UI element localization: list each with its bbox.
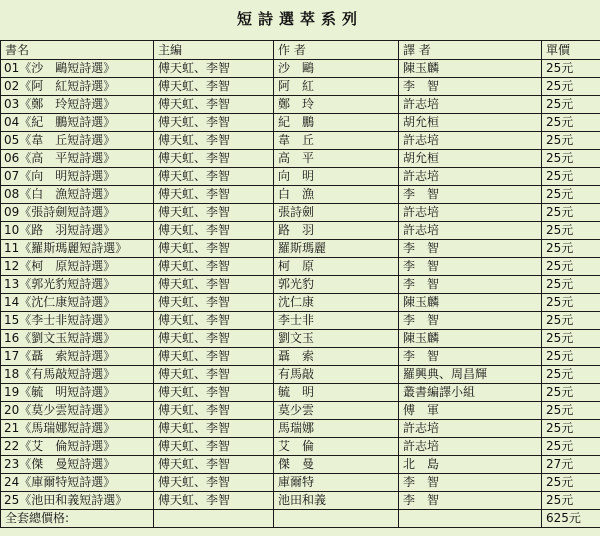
- book-title-cell[interactable]: 06《高 平短詩選》: [1, 150, 154, 168]
- translator-cell[interactable]: 胡允桓: [399, 150, 542, 168]
- price-cell[interactable]: 25元: [542, 348, 600, 366]
- editor-cell[interactable]: 傅天虹、李智: [154, 96, 274, 114]
- price-cell[interactable]: 25元: [542, 258, 600, 276]
- editor-cell[interactable]: 傅天虹、李智: [154, 276, 274, 294]
- translator-cell[interactable]: 陳玉麟: [399, 294, 542, 312]
- price-cell[interactable]: 25元: [542, 204, 600, 222]
- author-cell[interactable]: 劉文玉: [274, 330, 399, 348]
- price-cell[interactable]: 25元: [542, 474, 600, 492]
- editor-cell[interactable]: 傅天虹、李智: [154, 78, 274, 96]
- author-cell[interactable]: 高 平: [274, 150, 399, 168]
- column-header-translator[interactable]: 譯 者: [399, 41, 542, 60]
- total-price-cell[interactable]: 625元: [542, 510, 600, 528]
- table-row: [1, 114, 600, 132]
- book-title-cell[interactable]: 20《莫少雲短詩選》: [1, 402, 154, 420]
- author-cell[interactable]: 李士非: [274, 312, 399, 330]
- book-title-cell[interactable]: 21《馬瑞娜短詩選》: [1, 420, 154, 438]
- book-title-cell[interactable]: 08《白 漁短詩選》: [1, 186, 154, 204]
- editor-cell[interactable]: 傅天虹、李智: [154, 402, 274, 420]
- table-row: [1, 366, 600, 384]
- author-cell[interactable]: 沙 鷗: [274, 60, 399, 78]
- translator-cell[interactable]: 許志培: [399, 168, 542, 186]
- book-title-cell[interactable]: 07《向 明短詩選》: [1, 168, 154, 186]
- translator-cell[interactable]: 許志培: [399, 132, 542, 150]
- empty-cell[interactable]: [154, 510, 274, 528]
- book-title-cell[interactable]: 13《郭光豹短詩選》: [1, 276, 154, 294]
- translator-cell[interactable]: 李 智: [399, 492, 542, 510]
- editor-cell[interactable]: 傅天虹、李智: [154, 438, 274, 456]
- book-title-cell[interactable]: 17《聶 索短詩選》: [1, 348, 154, 366]
- table-row: [1, 186, 600, 204]
- author-cell[interactable]: 毓 明: [274, 384, 399, 402]
- editor-cell[interactable]: 傅天虹、李智: [154, 204, 274, 222]
- table-row: [1, 474, 600, 492]
- price-cell[interactable]: 25元: [542, 276, 600, 294]
- column-header-book[interactable]: 書名: [1, 41, 154, 60]
- table-row: [1, 78, 600, 96]
- total-row: [1, 510, 600, 528]
- table-row: [1, 348, 600, 366]
- author-cell[interactable]: 馬瑞娜: [274, 420, 399, 438]
- author-cell[interactable]: 路 羽: [274, 222, 399, 240]
- table-row: [1, 204, 600, 222]
- table-row: [1, 96, 600, 114]
- table-row: [1, 384, 600, 402]
- editor-cell[interactable]: 傅天虹、李智: [154, 114, 274, 132]
- translator-cell[interactable]: 許志培: [399, 222, 542, 240]
- book-title-cell[interactable]: 24《庫爾特短詩選》: [1, 474, 154, 492]
- table-row: [1, 402, 600, 420]
- table-row: [1, 132, 600, 150]
- price-cell[interactable]: 25元: [542, 312, 600, 330]
- translator-cell[interactable]: 羅興典、周昌輝: [399, 366, 542, 384]
- table-row: [1, 312, 600, 330]
- author-cell[interactable]: 沈仁康: [274, 294, 399, 312]
- author-cell[interactable]: 艾 倫: [274, 438, 399, 456]
- editor-cell[interactable]: 傅天虹、李智: [154, 366, 274, 384]
- book-title-cell[interactable]: 19《毓 明短詩選》: [1, 384, 154, 402]
- table-row: [1, 492, 600, 510]
- translator-cell[interactable]: 李 智: [399, 312, 542, 330]
- author-cell[interactable]: 柯 原: [274, 258, 399, 276]
- book-title-cell[interactable]: 11《羅斯瑪麗短詩選》: [1, 240, 154, 258]
- table-row: [1, 60, 600, 78]
- translator-cell[interactable]: 李 智: [399, 186, 542, 204]
- book-title-cell[interactable]: 01《沙 鷗短詩選》: [1, 60, 154, 78]
- empty-cell[interactable]: [274, 510, 399, 528]
- translator-cell[interactable]: 許志培: [399, 96, 542, 114]
- table-row: [1, 438, 600, 456]
- price-cell[interactable]: 25元: [542, 384, 600, 402]
- price-cell[interactable]: 25元: [542, 78, 600, 96]
- table-row: [1, 222, 600, 240]
- table-row: [1, 258, 600, 276]
- author-cell[interactable]: 紀 鵬: [274, 114, 399, 132]
- table-row: [1, 420, 600, 438]
- book-title-cell[interactable]: 02《阿 紅短詩選》: [1, 78, 154, 96]
- translator-cell[interactable]: 陳玉麟: [399, 60, 542, 78]
- book-title-cell[interactable]: 15《李士非短詩選》: [1, 312, 154, 330]
- empty-cell[interactable]: [399, 510, 542, 528]
- price-cell[interactable]: 25元: [542, 186, 600, 204]
- column-header-author[interactable]: 作 者: [274, 41, 399, 60]
- price-cell[interactable]: 25元: [542, 438, 600, 456]
- page-title: 短詩選萃系列: [236, 10, 363, 28]
- editor-cell[interactable]: 傅天虹、李智: [154, 222, 274, 240]
- book-title-cell[interactable]: 09《張詩劍短詩選》: [1, 204, 154, 222]
- translator-cell[interactable]: 許志培: [399, 438, 542, 456]
- author-cell[interactable]: 莫少雲: [274, 402, 399, 420]
- author-cell[interactable]: 羅斯瑪麗: [274, 240, 399, 258]
- editor-cell[interactable]: 傅天虹、李智: [154, 384, 274, 402]
- table-row: [1, 330, 600, 348]
- author-cell[interactable]: 聶 索: [274, 348, 399, 366]
- table-row: [1, 276, 600, 294]
- table-row: [1, 456, 600, 474]
- price-cell[interactable]: 25元: [542, 114, 600, 132]
- price-cell[interactable]: 25元: [542, 60, 600, 78]
- editor-cell[interactable]: 傅天虹、李智: [154, 420, 274, 438]
- price-cell[interactable]: 25元: [542, 294, 600, 312]
- translator-cell[interactable]: 許志培: [399, 420, 542, 438]
- author-cell[interactable]: 韋 丘: [274, 132, 399, 150]
- table-row: [1, 294, 600, 312]
- book-title-cell[interactable]: 10《路 羽短詩選》: [1, 222, 154, 240]
- translator-cell[interactable]: 李 智: [399, 240, 542, 258]
- editor-cell[interactable]: 傅天虹、李智: [154, 348, 274, 366]
- price-cell[interactable]: 25元: [542, 240, 600, 258]
- price-cell[interactable]: 25元: [542, 402, 600, 420]
- book-title-cell[interactable]: 18《有馬敲短詩選》: [1, 366, 154, 384]
- translator-cell[interactable]: 李 智: [399, 474, 542, 492]
- price-cell[interactable]: 25元: [542, 96, 600, 114]
- poetry-series-table: [0, 40, 600, 528]
- translator-cell[interactable]: 叢書編譯小組: [399, 384, 542, 402]
- editor-cell[interactable]: 傅天虹、李智: [154, 150, 274, 168]
- editor-cell[interactable]: 傅天虹、李智: [154, 312, 274, 330]
- book-title-cell[interactable]: 16《劉文玉短詩選》: [1, 330, 154, 348]
- translator-cell[interactable]: 傅 軍: [399, 402, 542, 420]
- editor-cell[interactable]: 傅天虹、李智: [154, 240, 274, 258]
- total-label-cell[interactable]: 全套總價格:: [1, 510, 154, 528]
- column-header-editor[interactable]: 主編: [154, 41, 274, 60]
- author-cell[interactable]: 有馬敲: [274, 366, 399, 384]
- book-title-cell[interactable]: 14《沈仁康短詩選》: [1, 294, 154, 312]
- price-cell[interactable]: 25元: [542, 222, 600, 240]
- author-cell[interactable]: 白 漁: [274, 186, 399, 204]
- price-cell[interactable]: 25元: [542, 168, 600, 186]
- price-cell[interactable]: 25元: [542, 492, 600, 510]
- author-cell[interactable]: 庫爾特: [274, 474, 399, 492]
- translator-cell[interactable]: 許志培: [399, 204, 542, 222]
- editor-cell[interactable]: 傅天虹、李智: [154, 330, 274, 348]
- translator-cell[interactable]: 李 智: [399, 258, 542, 276]
- translator-cell[interactable]: 李 智: [399, 276, 542, 294]
- table-row: [1, 240, 600, 258]
- book-title-cell[interactable]: 25《池田和義短詩選》: [1, 492, 154, 510]
- editor-cell[interactable]: 傅天虹、李智: [154, 258, 274, 276]
- editor-cell[interactable]: 傅天虹、李智: [154, 60, 274, 78]
- author-cell[interactable]: 向 明: [274, 168, 399, 186]
- book-title-cell[interactable]: 23《傑 曼短詩選》: [1, 456, 154, 474]
- book-title-cell[interactable]: 12《柯 原短詩選》: [1, 258, 154, 276]
- column-header-price[interactable]: 單價: [542, 41, 600, 60]
- price-cell[interactable]: 25元: [542, 366, 600, 384]
- translator-cell[interactable]: 李 智: [399, 348, 542, 366]
- book-title-cell[interactable]: 05《韋 丘短詩選》: [1, 132, 154, 150]
- author-cell[interactable]: 傑 曼: [274, 456, 399, 474]
- editor-cell[interactable]: 傅天虹、李智: [154, 456, 274, 474]
- editor-cell[interactable]: 傅天虹、李智: [154, 132, 274, 150]
- author-cell[interactable]: 張詩劍: [274, 204, 399, 222]
- book-title-cell[interactable]: 03《鄭 玲短詩選》: [1, 96, 154, 114]
- translator-cell[interactable]: 胡允桓: [399, 114, 542, 132]
- editor-cell[interactable]: 傅天虹、李智: [154, 492, 274, 510]
- editor-cell[interactable]: 傅天虹、李智: [154, 168, 274, 186]
- translator-cell[interactable]: 陳玉麟: [399, 330, 542, 348]
- editor-cell[interactable]: 傅天虹、李智: [154, 294, 274, 312]
- price-cell[interactable]: 25元: [542, 150, 600, 168]
- author-cell[interactable]: 郭光豹: [274, 276, 399, 294]
- author-cell[interactable]: 池田和義: [274, 492, 399, 510]
- book-title-cell[interactable]: 22《艾 倫短詩選》: [1, 438, 154, 456]
- book-title-cell[interactable]: 04《紀 鵬短詩選》: [1, 114, 154, 132]
- price-cell[interactable]: 25元: [542, 132, 600, 150]
- translator-cell[interactable]: 李 智: [399, 78, 542, 96]
- translator-cell[interactable]: 北 島: [399, 456, 542, 474]
- editor-cell[interactable]: 傅天虹、李智: [154, 474, 274, 492]
- price-cell[interactable]: 27元: [542, 456, 600, 474]
- table-row: [1, 168, 600, 186]
- author-cell[interactable]: 鄭 玲: [274, 96, 399, 114]
- author-cell[interactable]: 阿 紅: [274, 78, 399, 96]
- price-cell[interactable]: 25元: [542, 420, 600, 438]
- editor-cell[interactable]: 傅天虹、李智: [154, 186, 274, 204]
- table-header-row: [1, 41, 600, 60]
- table-row: [1, 150, 600, 168]
- price-cell[interactable]: 25元: [542, 330, 600, 348]
